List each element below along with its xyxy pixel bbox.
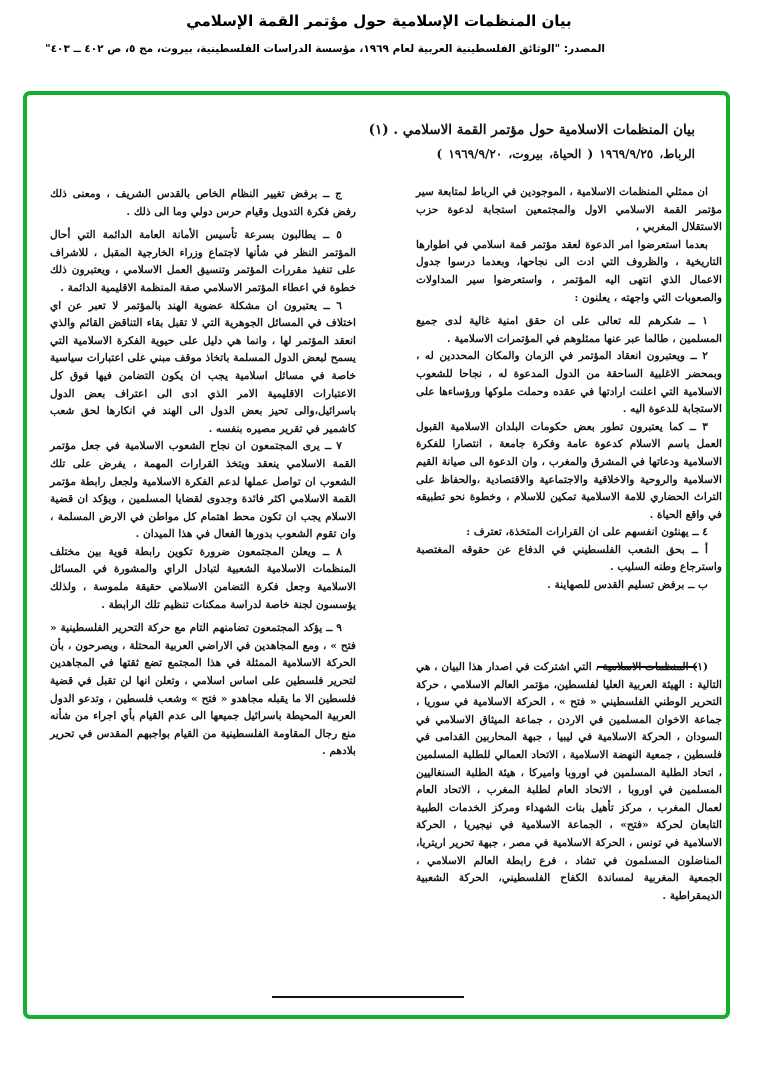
left-column [50, 186, 356, 761]
footnote [416, 659, 722, 905]
document-title: بيان المنظمات الاسلامية حول مؤتمر القمة الاسلامي . (١) [368, 122, 695, 138]
document-dateline: الرباط، ١٩٦٩/٩/٢٥ ( الحياة، بيروت، ١٩٦٩/٩/٢٠ ) [436, 147, 695, 161]
item-3: ٣ ــ كما يعتبرون تطور بعض حكومات البلدان الاسلامية القبول العمل باسم الاسلام كدعوة عامة وفكرة جامعة ، انتصارا للفكرة الاسلامية ودعاتها في المشرق والمغرب ، وان الدعوة الى صيانة القيم الاسلامية والروحية والاخلاقية والاجتماعية والاقتصادية ،والحفاظ على التراث الحضاري للامة الاسلامية تمكين للاسلام ، وخطوة نحو تطبيقه في واقع الحياة . [416, 420, 722, 521]
source-citation: المصدر: "الوثائق الفلسطينية العربية لعام ١٩٦٩، مؤسسة الدراسات الفلسطينية، بيروت، مج ٥، ص ٤٠٢ ــ ٤٠٣" [45, 43, 605, 55]
end-divider [272, 996, 464, 998]
page-title: بيان المنظمات الإسلامية حول مؤتمر القمة الإسلامي [186, 12, 572, 30]
footnote-text: (١) المنظمات الاسلامية ، التي اشتركت في اصدار هذا البيان ، هي التالية : الهيئة العربية العليا لفلسطين، مؤتمر العالم الاسلامي ، حركة التحرير الوطني الفلسطيني « فتح » ، الحركة الاسلامية في سوريا ، جماعة الاخوان المسلمين في الاردن ، جماعة الميثاق الاسلامي في السودان ، الحركة الاسلامية في ليبيا ، جبهة المحاربين القدامى في فلسطين ، جمعية النهضة الاسلامية ، الاتحاد العمالي للطلبة المسلمين ، اتحاد الطلبة المسلمين في اوروبا واميركا ، هيئة الطلبة السنغاليين المسلمين في اوروبا ، الاتحاد العام لطلبة المغرب ، الاتحاد العام لعمال المغرب ، مركز تأهيل بنات الشهداء ومركز الخدمات الطبية التابعان لحركة «فتح» ، الجماعة الاسلامية في نيجيريا ، الحركة الاسلامية في تونس ، الحركة الاسلامية في مصر ، جبهة تحرير اريتريا، المناضلون المسلمون في تشاد ، فرع رابطة العالم الاسلامي ، الجمعية المغربية لمساندة الكفاح الفلسطيني، الحركة الشعبية الديمقراطية . [416, 661, 722, 902]
item-4c: ج ــ برفض تغيير النظام الخاص بالقدس الشريف ، ومعنى ذلك رفض فكرة التدويل وقيام حرس دولي وما الى ذلك . [50, 188, 356, 218]
item-8: ٨ ــ ويعلن المجتمعون ضرورة تكوين رابطة قوية بين مختلف المنظمات الاسلامية الشعبية لتبادل الراي والمشورة في المسائل الاسلامية وجعل فكرة التضامن الاسلامي حقيقة ملموسة ، ولذلك يؤسسون لجنة خاصة لدراسة ممكنات تنظيم تلك الرابطة . [50, 545, 356, 611]
item-4a: أ ــ بحق الشعب الفلسطيني في الدفاع عن حقوقه المغتصبة واسترجاع وطنه السليب . [416, 543, 722, 574]
paragraph-intro: ان ممثلي المنظمات الاسلامية ، الموجودين في الرباط لمتابعة سير مؤتمر القمة الاسلامي الاول والمجتمعين استجابة لدعوة حزب الاستقلال المغربي ، [416, 186, 722, 234]
paragraph-preamble: بعدما استعرضوا امر الدعوة لعقد مؤتمر قمة اسلامي في اطوارها التاريخية ، والظروف التي ادت الى نجاحها، وبعدما درسوا جدول الاعمال الذي انتهى اليه المؤتمر ، واستعرضوا سير المداولات والصعوبات التي واجهته ، يعلنون : [416, 238, 722, 304]
item-7: ٧ ــ يرى المجتمعون ان نجاح الشعوب الاسلامية في جعل مؤتمر القمة الاسلامي ينعقد ويتخذ القرارات المهمة ، يفرض على تلك الشعوب ان تواصل عملها لدعم الفكرة الاسلامية ولجعل رابطة مؤتمر القمة الاسلامي اكثر فائدة وجدوى لقضايا المسلمين ، ويؤكد ان قضية الاسلام يجب ان تكون محط اهتمام كل مواطن في الارض المسلمة ، وان تقوم الشعوب بدورها الفعال في هذا الميدان . [50, 440, 356, 541]
item-9: ٩ ــ يؤكد المجتمعون تضامنهم التام مع حركة التحرير الفلسطينية « فتح » ، ومع المجاهدين في الاراضي العربية المحتلة ، ويصرحون ، بأن الحركة الاسلامية الممثلة في هذا المجتمع تضع ثقتها في المجاهدين لتحرير فلسطين على اساس اسلامي ، وتعلن انها لن تقبل في قضية فلسطين الا ما يقبله مجاهدو « فتح » وشعب فلسطين ، وتدعو الدول العربية المحيطة باسرائيل جميعها الى عدم القيام بأي اجراء من شأنه منع رجال المقاومة الفلسطينية من القيام بواجبهم المقدس في تحرير بلادهم . [50, 622, 356, 758]
item-1: ١ ــ شكرهم لله تعالى على ان حقق امنية غالية لدى جميع المسلمين ، طالما عبر عنها ممثلوهم في المؤتمرات الاسلامية . [416, 315, 722, 345]
item-4: ٤ ــ يهنئون انفسهم على ان القرارات المتخذة، تعترف : [466, 526, 708, 539]
right-column [416, 184, 722, 595]
item-2: ٢ ــ ويعتبرون انعقاد المؤتمر في الزمان والمكان المحددين له ، وبمحضر الاغلبية الساحقة من الدول المدعوة له ، نجاحا للشعوب الاسلامية التي اعلنت ارادتها في عقده وحملت ملوكها ورؤساءها على الاستجابة للدعوة اليه . [416, 350, 722, 416]
item-4b: ب ــ برفض تسليم القدس للصهاينة . [547, 579, 708, 592]
item-5: ٥ ــ يطالبون بسرعة تأسيس الأمانة العامة الدائمة التي أحال المؤتمر النظر في شأنها لاجتماع وزراء الخارجية المقبل ، للاشراف على تنفيذ مقررات المؤتمر وتنسيق العمل الاسلامي ، ويعتبرون ذلك خطوة في اعطاء المؤتمر الاسلامي صفة المنظمة الاقليمية الدائمة . [50, 229, 356, 294]
item-6: ٦ ــ يعتبرون ان مشكلة عضوية الهند بالمؤتمر لا تعبر عن اي اختلاف في المسائل الجوهرية التي لا تقبل بقاء التناقض القائم والذي انعقد المؤتمر لها ، وانما هي دليل على حيوية الفكرة الاسلامية التي يسمح لبعض الدول المسلمة باتخاذ موقف مبني على اعتبارات سياسية خاصة في مسائل اسلامية يجب ان يكون التضامن فيها فوق كل الاعتبارات الاقليمية الامر الذي ادى الى اعتراف بعض الدول باسرائيل،والى تحيز بعض الدول الى الهند في انكارها لحق شعب كاشمير في تقرير مصيره بنفسه . [50, 299, 356, 435]
